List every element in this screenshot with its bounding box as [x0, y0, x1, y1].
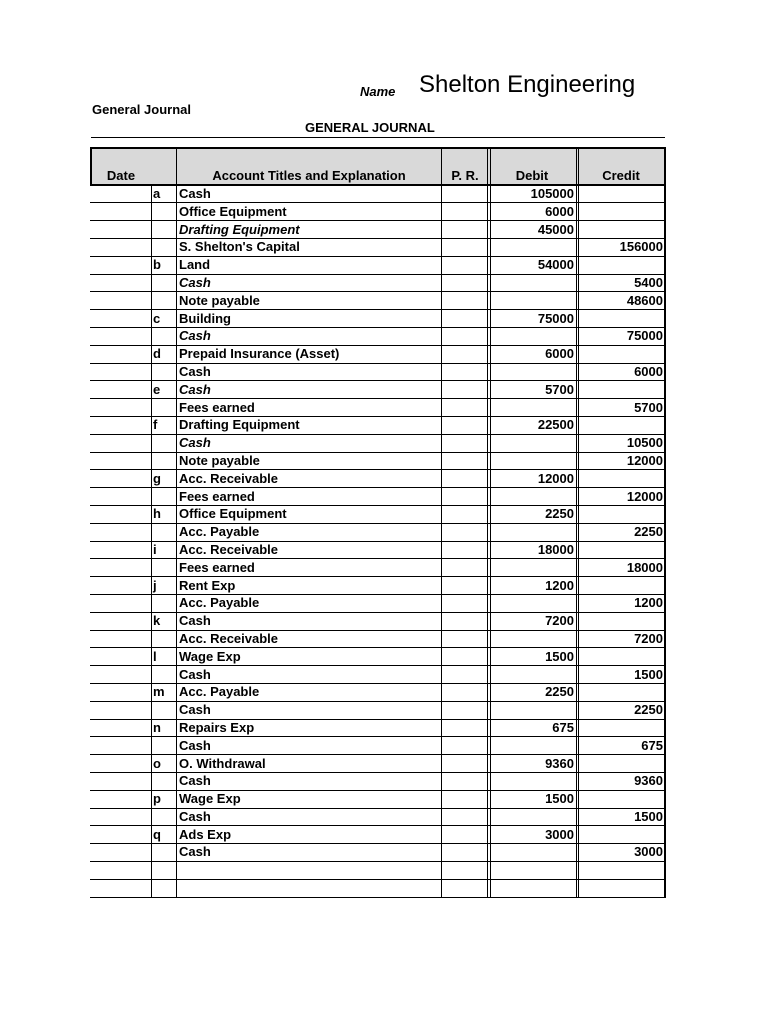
entry-letter: g	[153, 470, 161, 486]
grid-line	[578, 185, 579, 897]
debit-amount	[489, 879, 575, 897]
credit-amount: 1200	[634, 595, 663, 611]
debit-amount	[489, 630, 575, 648]
account-title: Cash	[179, 186, 211, 201]
debit-amount: 3000	[545, 826, 574, 842]
credit-amount	[577, 203, 664, 221]
account-title: Drafting Equipment	[179, 417, 300, 433]
debit-amount: 7200	[545, 613, 574, 629]
debit-amount	[489, 808, 575, 826]
entry-letter	[152, 203, 176, 221]
credit-amount: 2250	[634, 524, 663, 540]
entry-letter	[152, 523, 176, 541]
credit-amount: 12000	[626, 452, 663, 468]
credit-amount	[577, 381, 664, 399]
entry-letter: a	[153, 186, 161, 201]
grid-line	[441, 147, 442, 185]
account-title	[178, 861, 440, 879]
account-title: Cash	[179, 702, 211, 718]
debit-amount: 75000	[537, 310, 574, 326]
account-title: Cash	[179, 381, 211, 397]
grid-line	[578, 147, 579, 185]
credit-amount	[577, 256, 664, 274]
account-title: Building	[179, 310, 231, 326]
debit-amount: 18000	[537, 541, 574, 557]
debit-amount	[489, 292, 575, 310]
credit-amount: 6000	[634, 363, 663, 379]
account-title: Repairs Exp	[179, 719, 255, 735]
account-title: Drafting Equipment	[179, 221, 300, 237]
entry-letter: l	[153, 648, 157, 664]
credit-amount	[577, 683, 664, 701]
account-title: Cash	[179, 737, 211, 753]
account-title: Office Equipment	[179, 506, 287, 522]
entry-letter	[152, 701, 176, 719]
entry-letter: m	[153, 684, 165, 700]
credit-amount: 7200	[634, 630, 663, 646]
entry-letter: b	[153, 257, 161, 273]
account-title: Cash	[179, 808, 211, 824]
grid-line	[490, 185, 491, 897]
credit-amount	[577, 310, 664, 328]
debit-amount	[489, 452, 575, 470]
entry-letter	[152, 737, 176, 755]
grid-line	[664, 185, 666, 897]
entry-letter	[152, 879, 176, 897]
account-title: Acc. Payable	[179, 595, 260, 611]
debit-amount: 12000	[537, 470, 574, 486]
account-title: O. Withdrawal	[179, 755, 266, 771]
debit-amount	[489, 274, 575, 292]
debit-amount: 6000	[545, 346, 574, 362]
name-label: Name	[360, 84, 396, 99]
credit-amount: 48600	[626, 292, 663, 308]
account-title: Wage Exp	[179, 648, 241, 664]
account-title: Ads Exp	[179, 826, 232, 842]
entry-letter	[152, 399, 176, 417]
account-title: Note payable	[179, 452, 260, 468]
entry-letter	[152, 808, 176, 826]
account-title: S. Shelton's Capital	[179, 239, 300, 255]
credit-amount	[577, 612, 664, 630]
credit-amount	[577, 755, 664, 773]
debit-amount	[489, 701, 575, 719]
credit-amount	[577, 790, 664, 808]
account-title	[178, 879, 440, 897]
column-header-account: Account Titles and Explanation	[212, 168, 406, 183]
entry-letter: i	[153, 541, 157, 557]
entry-letter	[152, 327, 176, 345]
debit-amount	[489, 843, 575, 861]
debit-amount: 1500	[545, 791, 574, 807]
account-title: Fees earned	[179, 488, 255, 504]
debit-amount: 1200	[545, 577, 574, 593]
entry-letter	[152, 666, 176, 684]
debit-amount: 1500	[545, 648, 574, 664]
debit-amount	[489, 559, 575, 577]
debit-amount: 9360	[545, 755, 574, 771]
credit-amount: 156000	[619, 239, 663, 255]
title-rule	[91, 137, 665, 138]
entry-letter: k	[153, 613, 161, 629]
credit-amount: 1500	[634, 666, 663, 682]
entry-letter: d	[153, 346, 161, 362]
credit-amount	[577, 221, 664, 239]
credit-amount: 75000	[626, 328, 663, 344]
debit-amount	[489, 363, 575, 381]
credit-amount: 12000	[626, 488, 663, 504]
account-title: Fees earned	[179, 399, 255, 415]
grid-line	[576, 147, 577, 185]
column-header-debit: Debit	[515, 168, 549, 183]
journal-label: General Journal	[92, 102, 191, 117]
debit-amount	[489, 399, 575, 417]
debit-amount	[489, 523, 575, 541]
debit-amount	[489, 861, 575, 879]
entry-letter	[152, 843, 176, 861]
entry-letter	[152, 292, 176, 310]
account-title: Acc. Receivable	[179, 541, 279, 557]
entry-letter	[152, 861, 176, 879]
grid-line	[90, 147, 92, 185]
account-title: Cash	[179, 773, 211, 789]
debit-amount: 45000	[537, 221, 574, 237]
entry-letter: p	[153, 791, 161, 807]
account-title: Wage Exp	[179, 791, 241, 807]
credit-amount	[577, 826, 664, 844]
column-header-pr: P. R.	[451, 168, 479, 183]
entry-letter	[152, 559, 176, 577]
column-header-credit: Credit	[602, 168, 640, 183]
entry-letter	[152, 221, 176, 239]
grid-line	[576, 185, 577, 897]
account-title: Prepaid Insurance (Asset)	[179, 346, 340, 362]
credit-amount: 5700	[634, 399, 663, 415]
account-title: Cash	[179, 435, 211, 451]
credit-amount	[577, 470, 664, 488]
entry-letter	[152, 488, 176, 506]
debit-amount	[489, 737, 575, 755]
debit-amount: 54000	[537, 257, 574, 273]
account-title: Office Equipment	[179, 203, 287, 219]
debit-amount: 675	[552, 719, 574, 735]
account-title: Acc. Payable	[179, 684, 260, 700]
account-title: Acc. Payable	[179, 524, 260, 540]
entry-letter	[152, 434, 176, 452]
entry-letter: h	[153, 506, 161, 522]
debit-amount: 22500	[537, 417, 574, 433]
entry-letter	[152, 274, 176, 292]
debit-amount	[489, 488, 575, 506]
entry-letter	[152, 772, 176, 790]
entry-letter	[152, 452, 176, 470]
grid-line	[176, 185, 177, 897]
credit-amount: 5400	[634, 274, 663, 290]
credit-amount	[577, 577, 664, 595]
grid-line	[487, 185, 488, 897]
entry-letter: e	[153, 381, 161, 397]
credit-amount	[577, 648, 664, 666]
credit-amount: 3000	[634, 844, 663, 860]
debit-amount	[489, 238, 575, 256]
account-title: Cash	[179, 613, 211, 629]
account-title: Cash	[179, 666, 211, 682]
entry-letter	[152, 594, 176, 612]
credit-amount	[577, 861, 664, 879]
account-title: Rent Exp	[179, 577, 236, 593]
entry-letter: o	[153, 755, 161, 771]
credit-amount: 18000	[626, 559, 663, 575]
grid-line	[487, 147, 488, 185]
account-title: Fees earned	[179, 559, 255, 575]
grid-line	[176, 147, 177, 185]
account-title: Cash	[179, 328, 211, 344]
debit-amount	[489, 772, 575, 790]
account-title: Note payable	[179, 292, 260, 308]
credit-amount	[577, 505, 664, 523]
company-name: Shelton Engineering	[419, 71, 636, 98]
credit-amount: 675	[641, 737, 663, 753]
credit-amount	[577, 541, 664, 559]
debit-amount	[489, 434, 575, 452]
credit-amount	[577, 345, 664, 363]
entry-letter	[152, 238, 176, 256]
column-header-date: Date	[106, 168, 136, 183]
entry-letter: j	[153, 577, 157, 593]
entry-letter	[152, 363, 176, 381]
credit-amount	[577, 185, 664, 203]
journal-title: GENERAL JOURNAL	[305, 120, 435, 135]
account-title: Cash	[179, 363, 211, 379]
entry-letter: q	[153, 826, 161, 842]
account-title: Acc. Receivable	[179, 470, 279, 486]
credit-amount	[577, 719, 664, 737]
debit-amount: 2250	[545, 684, 574, 700]
entry-letter: c	[153, 310, 161, 326]
grid-line	[441, 185, 442, 897]
debit-amount: 2250	[545, 506, 574, 522]
account-title: Cash	[179, 844, 211, 860]
debit-amount	[489, 327, 575, 345]
entry-letter: f	[153, 417, 158, 433]
grid-line	[151, 185, 152, 897]
grid-line	[664, 147, 666, 185]
entry-letter: n	[153, 719, 161, 735]
account-title: Cash	[179, 274, 211, 290]
account-title: Acc. Receivable	[179, 630, 279, 646]
credit-amount: 1500	[634, 808, 663, 824]
credit-amount: 2250	[634, 702, 663, 718]
debit-amount	[489, 666, 575, 684]
credit-amount	[577, 416, 664, 434]
entry-letter	[152, 630, 176, 648]
account-title: Land	[179, 257, 211, 273]
credit-amount: 10500	[626, 435, 663, 451]
credit-amount: 9360	[634, 773, 663, 789]
debit-amount	[489, 594, 575, 612]
debit-amount: 105000	[530, 186, 574, 201]
debit-amount: 5700	[545, 381, 574, 397]
grid-line	[490, 147, 491, 185]
credit-amount	[577, 879, 664, 897]
debit-amount: 6000	[545, 203, 574, 219]
